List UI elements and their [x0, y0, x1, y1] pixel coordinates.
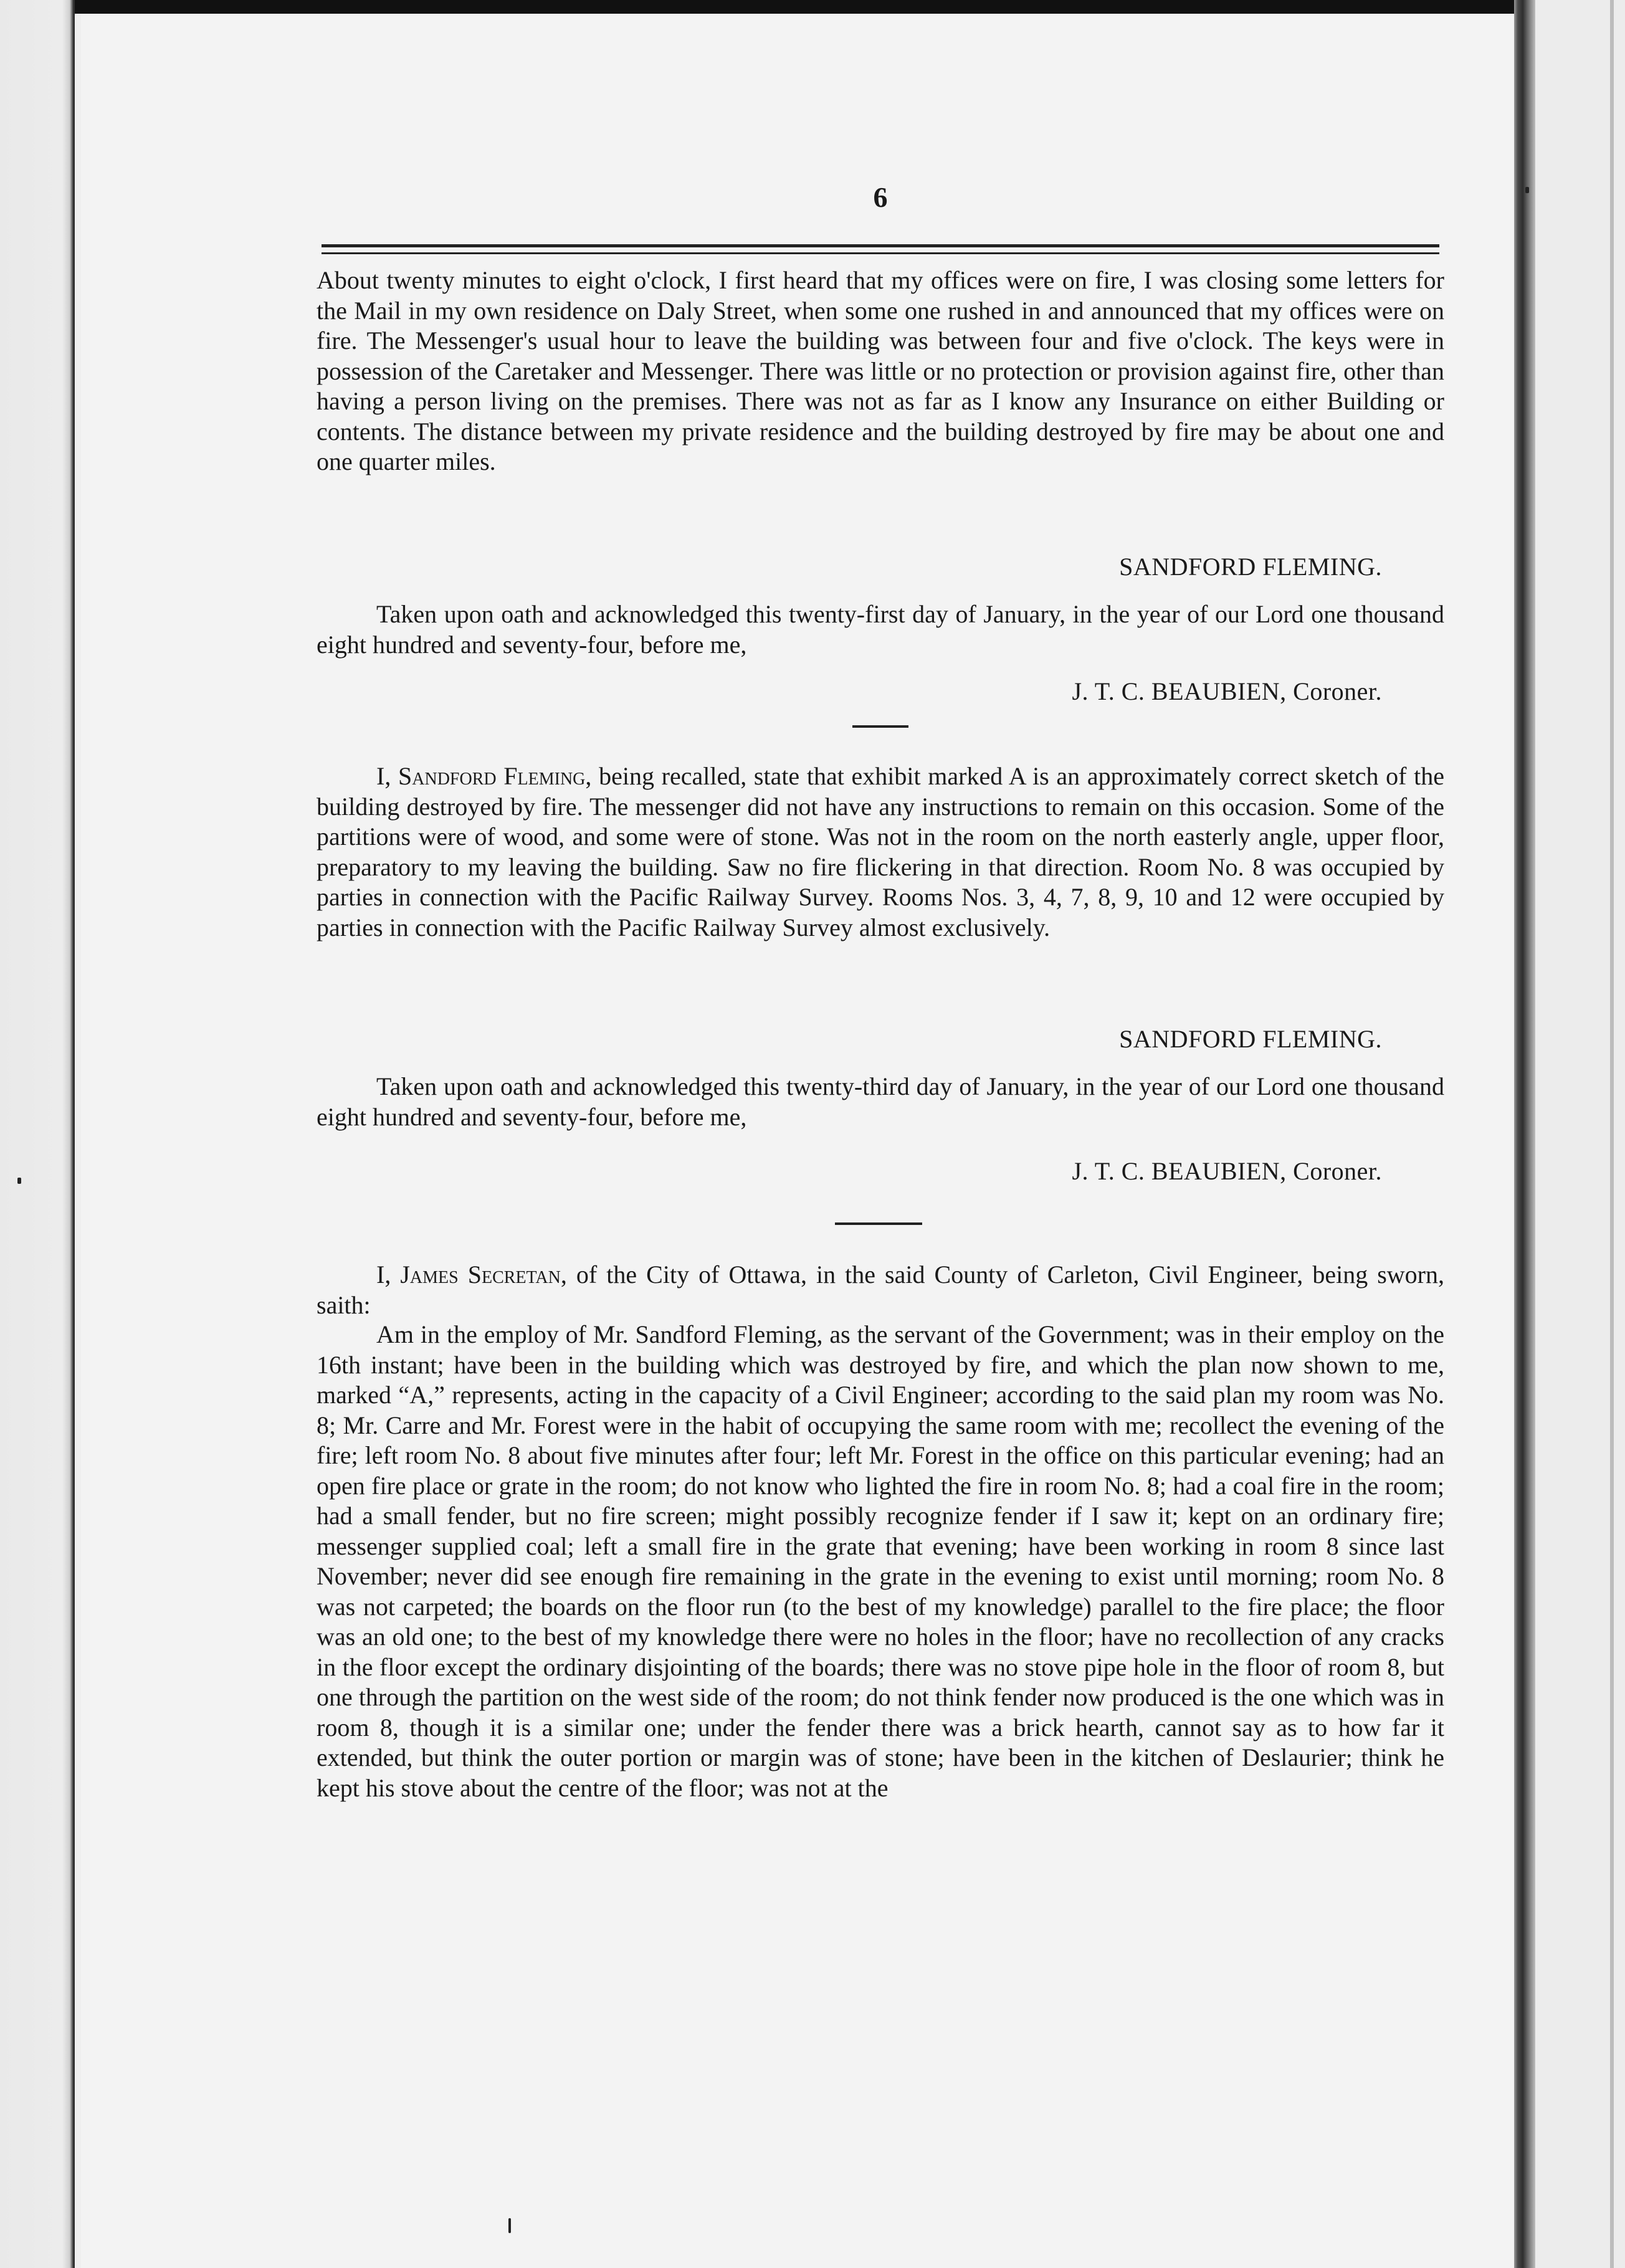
section-divider-1 [852, 725, 908, 728]
testimony-paragraph: Am in the employ of Mr. Sandford Fleming, as the servant of the Government; was in their employ on the 16th instant; have been in the building which was destroyed by fire, and which the plan now shown to me, marked “A,” represents, acting in the capacity of a Civil Engineer; according to the said plan my room was No. 8; Mr. Carre and Mr. Forest were in the habit of occupying the same room with me; recollect the evening of the fire; left room No. 8 about five minutes after four; left Mr. Forest in the office on this particular evening; had an open fire place or grate in the room; do not know who lighted the fire in room No. 8; had a coal fire in the room; had a small fender, but no fire screen; might possibly recognize fender if I saw it; kept on an ordinary fire; messenger supplied coal; left a small fire in the grate that evening; have been working in room 8 since last November; never did see enough fire remaining in the grate in the evening to exist until morning; room No. 8 was not carpeted; the boards on the floor run (to the best of my knowledge) parallel to the fire place; the floor was an old one; to the best of my knowledge there were no holes in the floor; have no recollection of any cracks in the floor except the ordinary disjointing of the boards; there was no stove pipe hole in the floor of room 8, but one through the partition on the west side of the room; do not think fender now produced is the one which was in room 8, though it is a similar one; under the fender there was a brick hearth, cannot say as to how far it extended, but think the outer portion or margin was of stone; have been in the kitchen of Deslaurier; think he kept his stove about the centre of the floor; was not at the [317, 1320, 1444, 1802]
scan-speck [1525, 187, 1529, 193]
header-double-rule [322, 244, 1439, 254]
adjacent-page-edge-line [1610, 0, 1614, 2268]
scan-left-border [0, 0, 75, 2268]
section-divider-2 [835, 1222, 922, 1225]
statement-paragraph-2 [317, 761, 1444, 943]
document-page [81, 14, 1522, 2268]
statement-text-2: being recalled, state that exhibit marked A is an approximately correct sketch of the building destroyed by fire. The messenger did not have any instructions to remain on this occasion. Some of the partitions were of wood, and some were of stone. Was not in the room on the north easterly angle, upper floor, preparatory to my leaving the building. Saw no fire flickering in that direction. Room No. 8 was occupied by parties in connection with the Pacific Railway Survey. Rooms Nos. 3, 4, 7, 8, 9, 10 and 12 were occupied by parties in connection with the Pacific Railway Survey almost exclusively. [317, 762, 1445, 941]
signature-2: SANDFORD FLEMING. [1119, 1025, 1382, 1053]
statement-paragraph-3 [317, 1260, 1444, 1320]
page-binding-edge [1514, 0, 1535, 2268]
scan-speck [508, 2218, 511, 2233]
page-number: 6 [873, 181, 888, 213]
scan-top-border [0, 0, 1625, 14]
coroner-signature-2: J. T. C. BEAUBIEN, Coroner. [1072, 1157, 1382, 1185]
adjacent-page-strip [1535, 0, 1625, 2268]
signature-1: SANDFORD FLEMING. [1119, 553, 1382, 581]
coroner-signature-1: J. T. C. BEAUBIEN, Coroner. [1072, 677, 1382, 705]
deponent-name-secretan: I, James Secretan, [376, 1260, 567, 1289]
statement-paragraph-1: About twenty minutes to eight o'clock, I first heard that my offices were on fire, I was closing some letters for the Mail in my own residence on Daly Street, when some one rushed in and announced that my offices were on fire. The Messenger's usual hour to leave the building was between four and five o'clock. The keys were in possession of the Caretaker and Messenger. There was little or no protection or provision against fire, other than having a person living on the premises. There was not as far as I know any Insurance on either Building or contents. The distance between my private residence and the building destroyed by fire may be about one and one quarter miles. [317, 266, 1444, 475]
deponent-name-fleming: I, Sandford Fleming, [376, 762, 592, 790]
scan-speck [17, 1178, 21, 1184]
oath-paragraph-2: Taken upon oath and acknowledged this twenty-third day of January, in the year of our Lord one thousand eight hundred and seventy-four, before me, [317, 1072, 1444, 1131]
statement-text-3: of the City of Ottawa, in the said County of Carleton, Civil Engineer, being sworn, saith: [317, 1260, 1444, 1319]
oath-paragraph-1: Taken upon oath and acknowledged this twenty-first day of January, in the year of our Lord one thousand eight hundred and seventy-four, before me, [317, 600, 1444, 659]
